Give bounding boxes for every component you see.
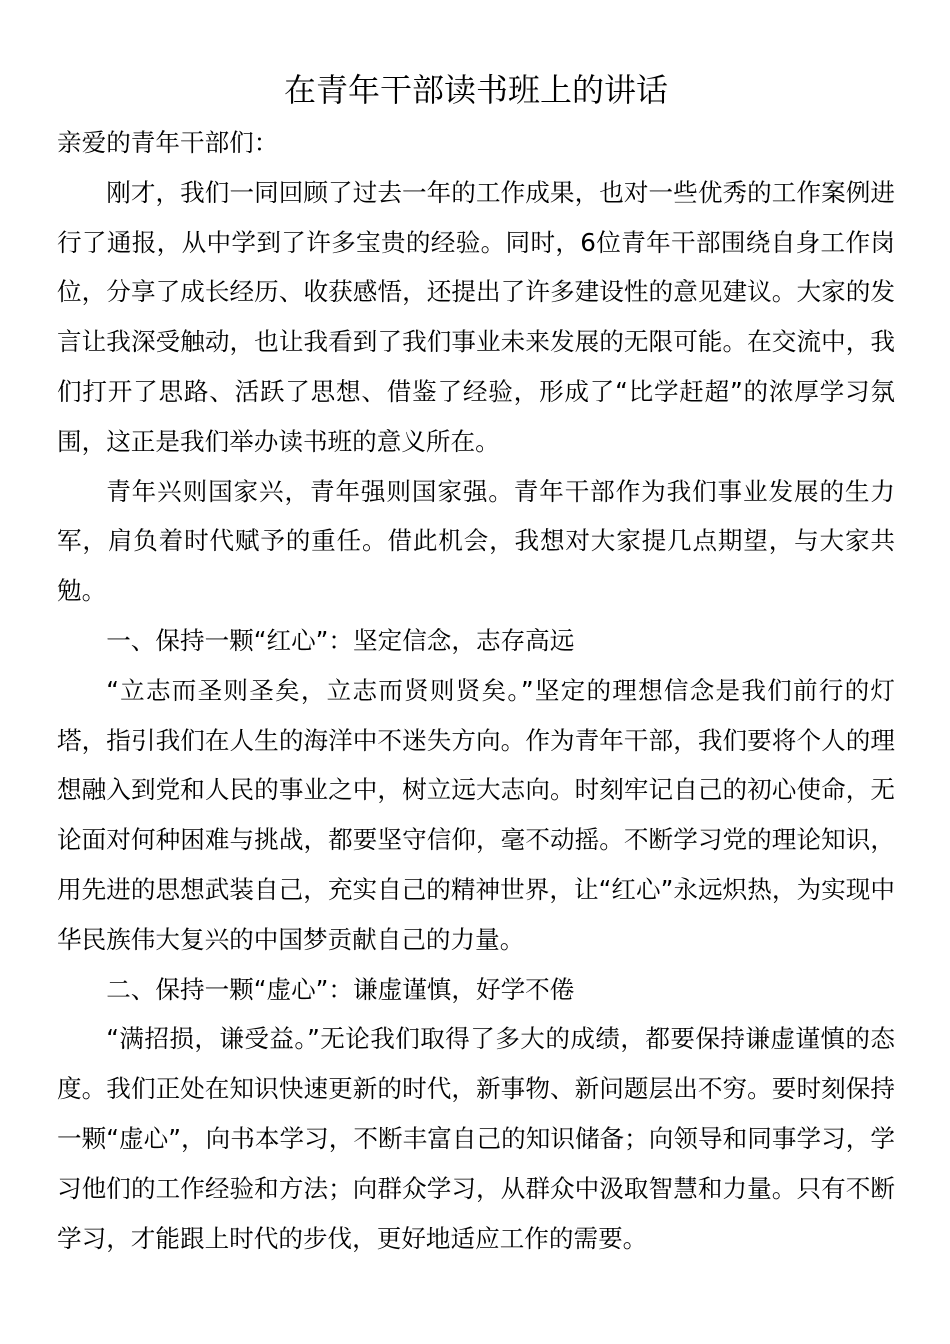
salutation: 亲爱的青年干部们： bbox=[57, 128, 279, 157]
paragraph-section-1: “立志而圣则圣矣，立志而贤则贤矣。”坚定的理想信念是我们前行的灯塔，指引我们在人生的海洋中不迷失方向。作为青年干部，我们要将个人的理想融入到党和人民的事业之中，树立远大志向。时刻牢记自己的初心使命，无论面对何种困难与挑战，都要坚守信仰，毫不动摇。不断学习党的理论知识，用先进的思想武装自己，充实自己的精神世界，让“红心”永远炽热，为实现中华民族伟大复兴的中国梦贡献自己的力量。 bbox=[57, 675, 895, 954]
paragraph-section-2: “满招损，谦受益。”无论我们取得了多大的成绩，都要保持谦虚谨慎的态度。我们正处在知识快速更新的时代，新事物、新问题层出不穷。要时刻保持一颗“虚心”，向书本学习，不断丰富自己的知识储备；向领导和同事学习，学习他们的工作经验和方法；向群众学习，从群众中汲取智慧和力量。只有不断学习，才能跟上时代的步伐，更好地适应工作的需要。 bbox=[57, 1024, 895, 1253]
section-heading-2: 二、保持一颗“虚心”：谦虚谨慎，好学不倦 bbox=[106, 974, 575, 1004]
paragraph-intro: 刚才，我们一同回顾了过去一年的工作成果，也对一些优秀的工作案例进行了通报，从中学到了许多宝贵的经验。同时，6位青年干部围绕自身工作岗位，分享了成长经历、收获感悟，还提出了许多建设性的意见建议。大家的发言让我深受触动，也让我看到了我们事业未来发展的无限可能。在交流中，我们打开了思路、活跃了思想、借鉴了经验，形成了“比学赶超”的浓厚学习氛围，这正是我们举办读书班的意义所在。 bbox=[57, 177, 895, 456]
document-title: 在青年干部读书班上的讲话 bbox=[283, 71, 668, 109]
document-page bbox=[57, 62, 895, 1263]
section-heading-1: 一、保持一颗“红心”：坚定信念，志存高远 bbox=[106, 625, 575, 655]
paragraph-expectations: 青年兴则国家兴，青年强则国家强。青年干部作为我们事业发展的生力军，肩负着时代赋予的重任。借此机会，我想对大家提几点期望，与大家共勉。 bbox=[57, 476, 895, 606]
